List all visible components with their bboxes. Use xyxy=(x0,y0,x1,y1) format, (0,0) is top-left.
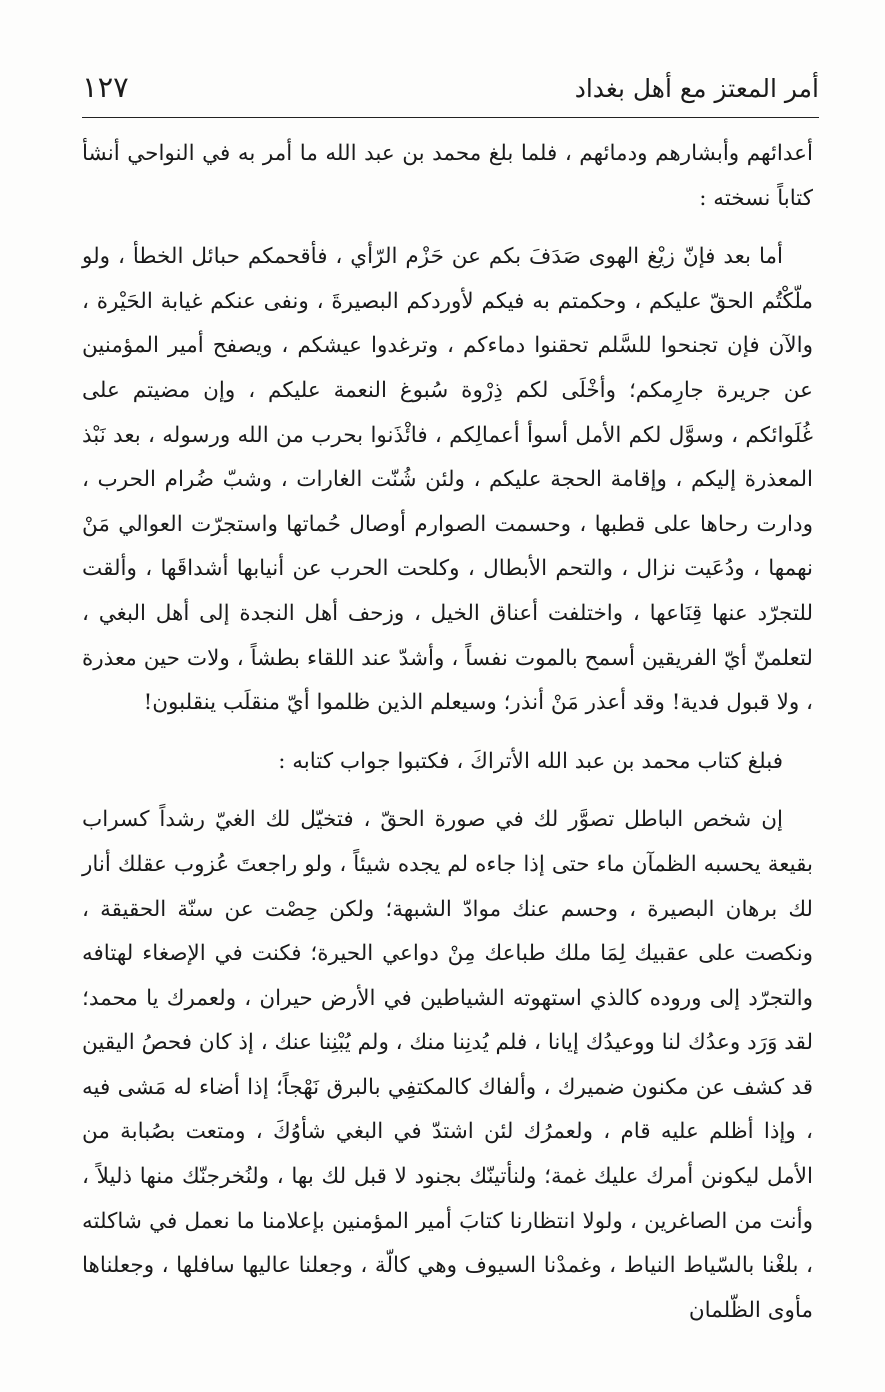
page-number: ١٢٧ xyxy=(82,70,129,104)
running-header xyxy=(82,68,819,112)
header-rule xyxy=(82,117,819,118)
paragraph-4: إن شخص الباطل تصوَّر لك في صورة الحقّ ، فتخيّل لك الغيّ رشداً كسراب بقيعة يحسبه الظمآن ماء حتى إذا جاءه لم يجده شيئاً ، ولو راجعتَ عُزوب عقلك أنار لك برهان البصيرة ، وحسم عنك موادّ الشبهة؛ ولكن حِصْت عن سنّة الحقيقة ، ونكصت على عقبيك لِمَا ملك طباعك مِنْ دواعي الحيرة؛ فكنت في الإصغاء لهتافه والتجرّد إلى وروده كالذي استهوته الشياطين في الأرض حيران ، ولعمرك يا محمد؛ لقد وَرَد وعدُك لنا ووعيدُك إيانا ، فلم يُدنِنا منك ، ولم يُبْنِنا عنك ، إذ كان فحصُ اليقين قد كشف عن مكنون ضميرك ، وألفاك كالمكتفِي بالبرق نَهْجاً؛ إذا أضاء له مَشى فيه ، وإذا أظلم عليه قام ، ولعمرُك لئن اشتدّ في البغي شأوُكَ ، ومتعت بصُبابة من الأمل ليكونن أمرك عليك غمة؛ ولنأتينّك بجنود لا قبل لك بها ، ولنُخرجنّك منها ذليلاً ، وأنت من الصاغرين ، ولولا انتظارنا كتابَ أمير المؤمنين بإعلامنا ما نعمل في شاكلته ، بلغْنا بالسّياط النياط ، وغمدْنا السيوف وهي كالّة ، وجعلنا عاليها سافلها ، وجعلناها مأوى الظّلمان xyxy=(82,807,813,1323)
paragraph-3: فبلغ كتاب محمد بن عبد الله الأتراكَ ، فكتبوا جواب كتابه : xyxy=(278,748,783,774)
running-title: أمر المعتز مع أهل بغداد xyxy=(574,74,819,103)
paragraph-1: أعدائهم وأبشارهم ودمائهم ، فلما بلغ محمد بن عبد الله ما أمر به في النواحي أنشأ كتاباً نسخته : xyxy=(82,141,813,211)
paragraph-2: أما بعد فإنّ زيْغ الهوى صَدَفَ بكم عن حَزْم الرّأي ، فأقحمكم حبائل الخطأ ، ولو ملّكْتُم الحقّ عليكم ، وحكمتم به فيكم لأوردكم البصيرةَ ، ونفى عنكم غيابة الحَيْرة ، والآن فإن تجنحوا للسَّلم تحقنوا دماءكم ، وترغدوا عيشكم ، ويصفح أمير المؤمنين عن جريرة جارِمكم؛ وأخْلَى لكم ذِرْوة سُبوغ النعمة عليكم ، وإن مضيتم على غُلَوائكم ، وسوَّل لكم الأمل أسوأ أعمالِكم ، فائْذَنوا بحرب من الله ورسوله ، بعد نَبْذ المعذرة إليكم ، وإقامة الحجة عليكم ، ولئن شُنّت الغارات ، وشبّ ضُرام الحرب ، ودارت رحاها على قطبها ، وحسمت الصوارم أوصال حُماتها واستجرّت العوالي مَنْ نهمها ، ودُعَيت نزال ، والتحم الأبطال ، وكلحت الحرب عن أنيابها أشداقَها ، وألقت للتجرّد عنها قِنَاعها ، واختلفت أعناق الخيل ، وزحف أهل النجدة إلى أهل البغي ، لتعلمنّ أيّ الفريقين أسمح بالموت نفساً ، وأشدّ عند اللقاء بطشاً ، ولات حين معذرة ، ولا قبول فدية! وقد أعذر مَنْ أنذر؛ وسيعلم الذين ظلموا أيّ منقلَب ينقلبون! xyxy=(82,244,813,716)
body-text xyxy=(82,132,813,1333)
